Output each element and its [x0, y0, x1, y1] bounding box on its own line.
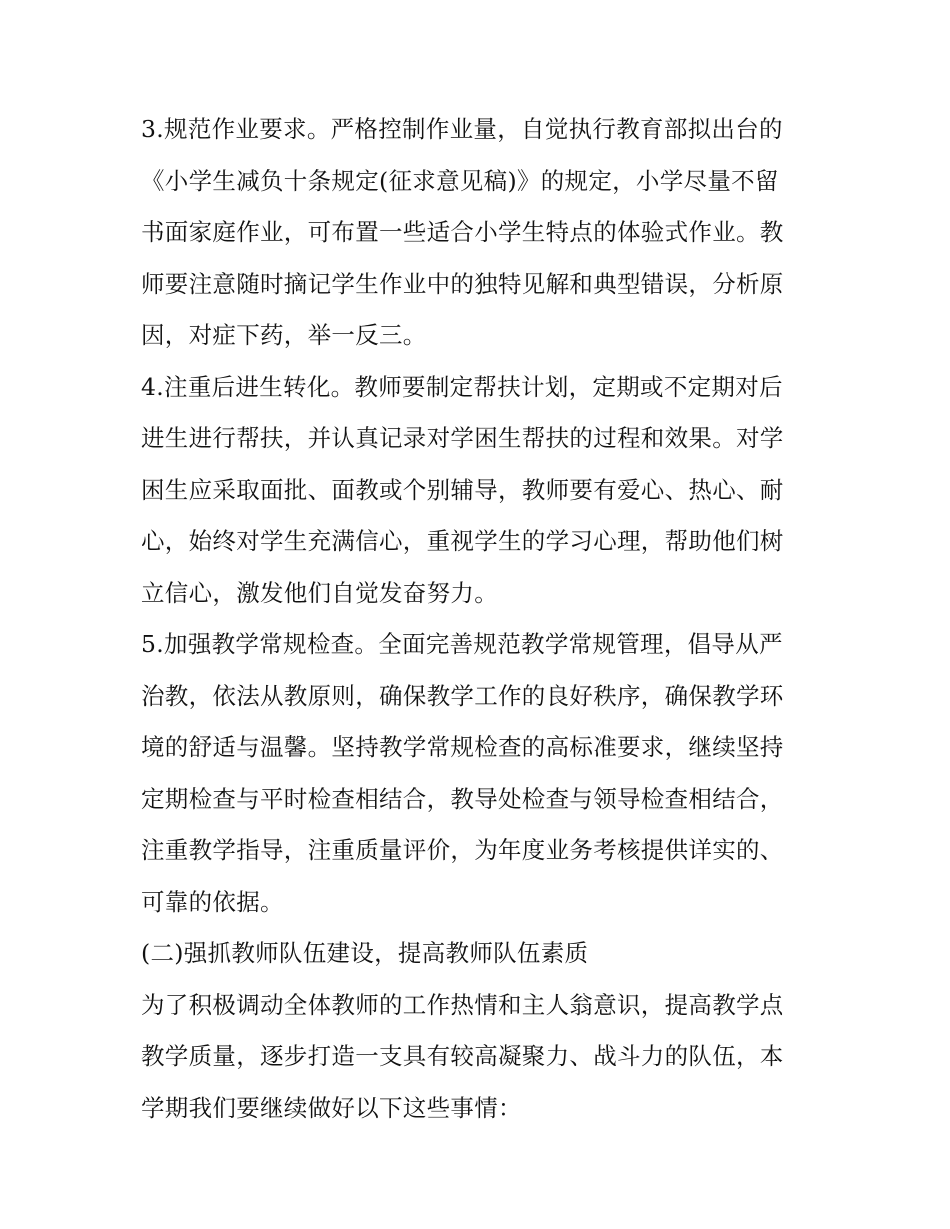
text-line: 定期检查与平时检查相结合，教导处检查与领导检查相结合，: [141, 784, 784, 813]
paragraph-homework-requirements: [141, 104, 821, 362]
text-line: 治教，依法从教原则，确保教学工作的良好秩序，确保教学环: [141, 681, 784, 710]
text-line: 困生应采取面批、面教或个别辅导，教师要有爱心、热心、耐: [141, 475, 784, 504]
text-line: 《小学生减负十条规定(征求意见稿)》的规定，小学尽量不留: [141, 166, 779, 195]
paragraph-underachiever-support: [141, 362, 821, 620]
text-line: 教学质量，逐步打造一支具有较高凝聚力、战斗力的队伍，本: [141, 1042, 784, 1070]
text-line: 3.规范作业要求。严格控制作业量，自觉执行教育部拟出台的: [141, 115, 783, 143]
text-line: 学期我们要继续做好以下这些事情：: [141, 1093, 522, 1122]
text-line: 进生进行帮扶，并认真记录对学困生帮扶的过程和效果。对学: [141, 424, 784, 452]
section-heading-teacher-team: [141, 928, 821, 980]
text-line: 立信心，激发他们自觉发奋努力。: [141, 578, 498, 607]
text-line: 5.加强教学常规检查。全面完善规范教学常规管理，倡导从严: [141, 630, 783, 658]
document-body: [141, 104, 821, 1134]
paragraph-teacher-team-intro: [141, 980, 821, 1135]
paragraph-routine-inspection: [141, 619, 821, 928]
text-line: 注重教学指导，注重质量评价，为年度业务考核提供详实的、: [141, 836, 784, 864]
text-line: 师要注意随时摘记学生作业中的独特见解和典型错误，分析原: [141, 269, 784, 298]
text-line: 因，对症下药，举一反三。: [141, 321, 427, 349]
text-line: 为了积极调动全体教师的工作热情和主人翁意识，提高教学点: [141, 990, 784, 1019]
text-line: (二)强抓教师队伍建设，提高教师队伍素质: [141, 939, 589, 967]
text-line: 书面家庭作业，可布置一些适合小学生特点的体验式作业。教: [141, 218, 784, 246]
text-line: 心，始终对学生充满信心，重视学生的学习心理，帮助他们树: [141, 527, 784, 555]
text-line: 境的舒适与温馨。坚持教学常规检查的高标准要求，继续坚持: [141, 733, 784, 761]
text-line: 4.注重后进生转化。教师要制定帮扶计划，定期或不定期对后: [141, 372, 783, 401]
text-line: 可靠的依据。: [141, 887, 284, 916]
